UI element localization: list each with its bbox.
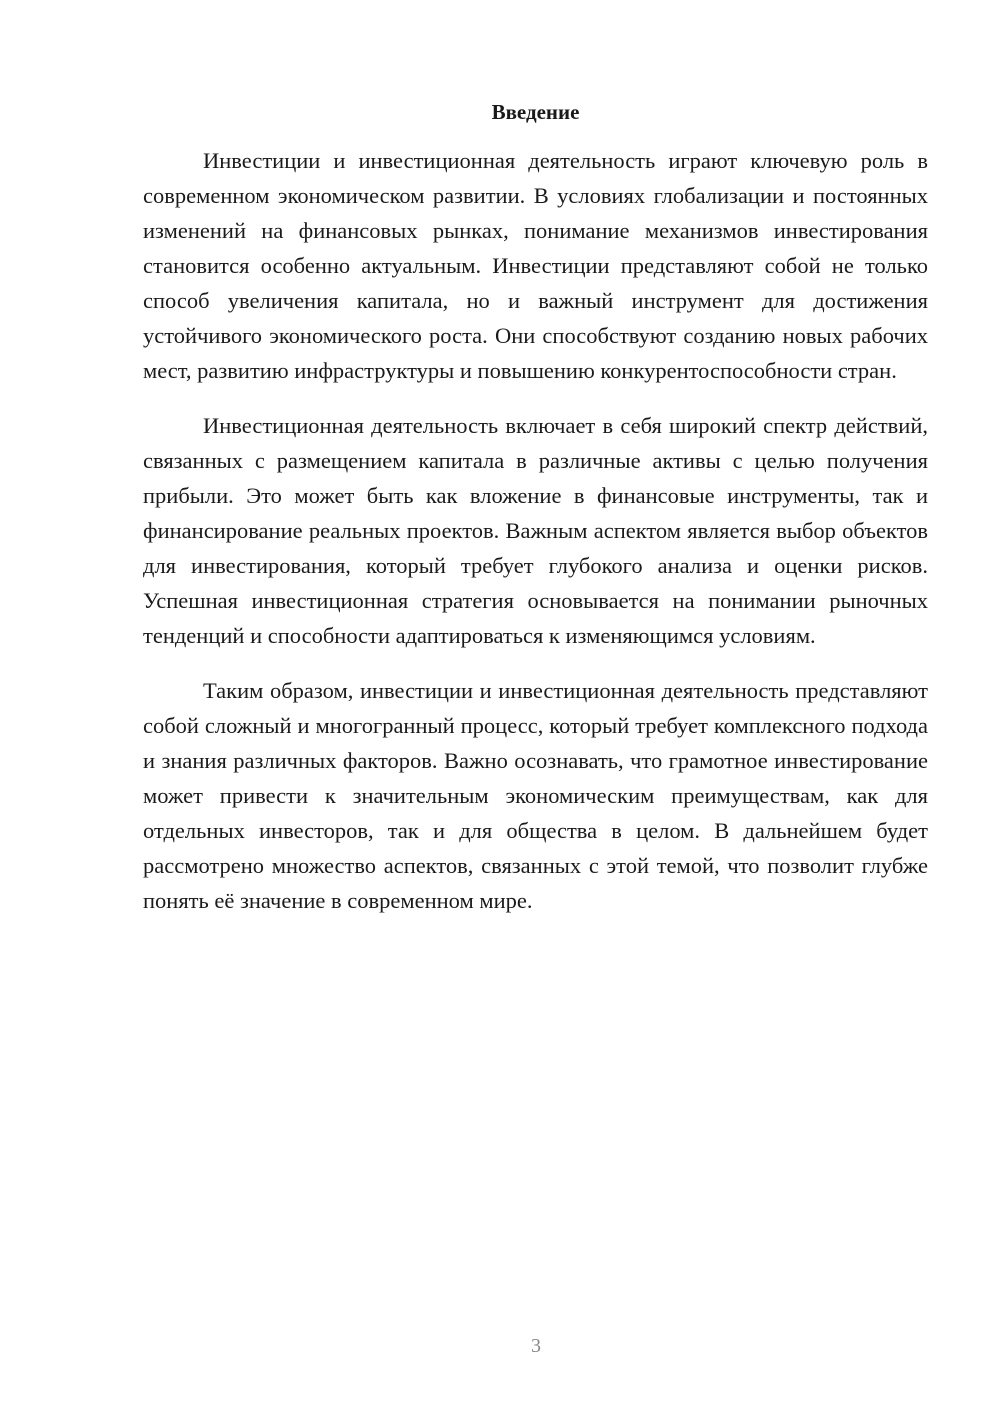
paragraph-3: Таким образом, инвестиции и инвестиционная деятельность представляют собой сложный и многогранный процесс, который требует комплексного подхода и знания различных факторов. Важно осознавать, что грамотное инвестирование может привести к значительным экономическим преимуществам, как для отдельных инвесторов, так и для общества в целом. В дальнейшем будет рассмотрено множество аспектов, связанных с этой темой, что позволит глубже понять её значение в современном мире. <box>143 678 928 913</box>
paragraph-1: Инвестиции и инвестиционная деятельность играют ключевую роль в современном экономическом развитии. В условиях глобализации и постоянных изменений на финансовых рынках, понимание механизмов инвестирования становится особенно актуальным. Инвестиции представляют собой не только способ увеличения капитала, но и важный инструмент для достижения устойчивого экономического роста. Они способствуют созданию новых рабочих мест, развитию инфраструктуры и повышению конкурентоспособности стран. <box>143 148 928 383</box>
paragraph-2: Инвестиционная деятельность включает в себя широкий спектр действий, связанных с размещением капитала в различные активы с целью получения прибыли. Это может быть как вложение в финансовые инструменты, так и финансирование реальных проектов. Важным аспектом является выбор объектов для инвестирования, который требует глубокого анализа и оценки рисков. Успешная инвестиционная стратегия основывается на понимании рыночных тенденций и способности адаптироваться к изменяющимся условиям. <box>143 413 928 648</box>
body-text <box>143 143 928 938</box>
section-heading: Введение <box>491 100 580 124</box>
page-number: 3 <box>531 1335 541 1357</box>
